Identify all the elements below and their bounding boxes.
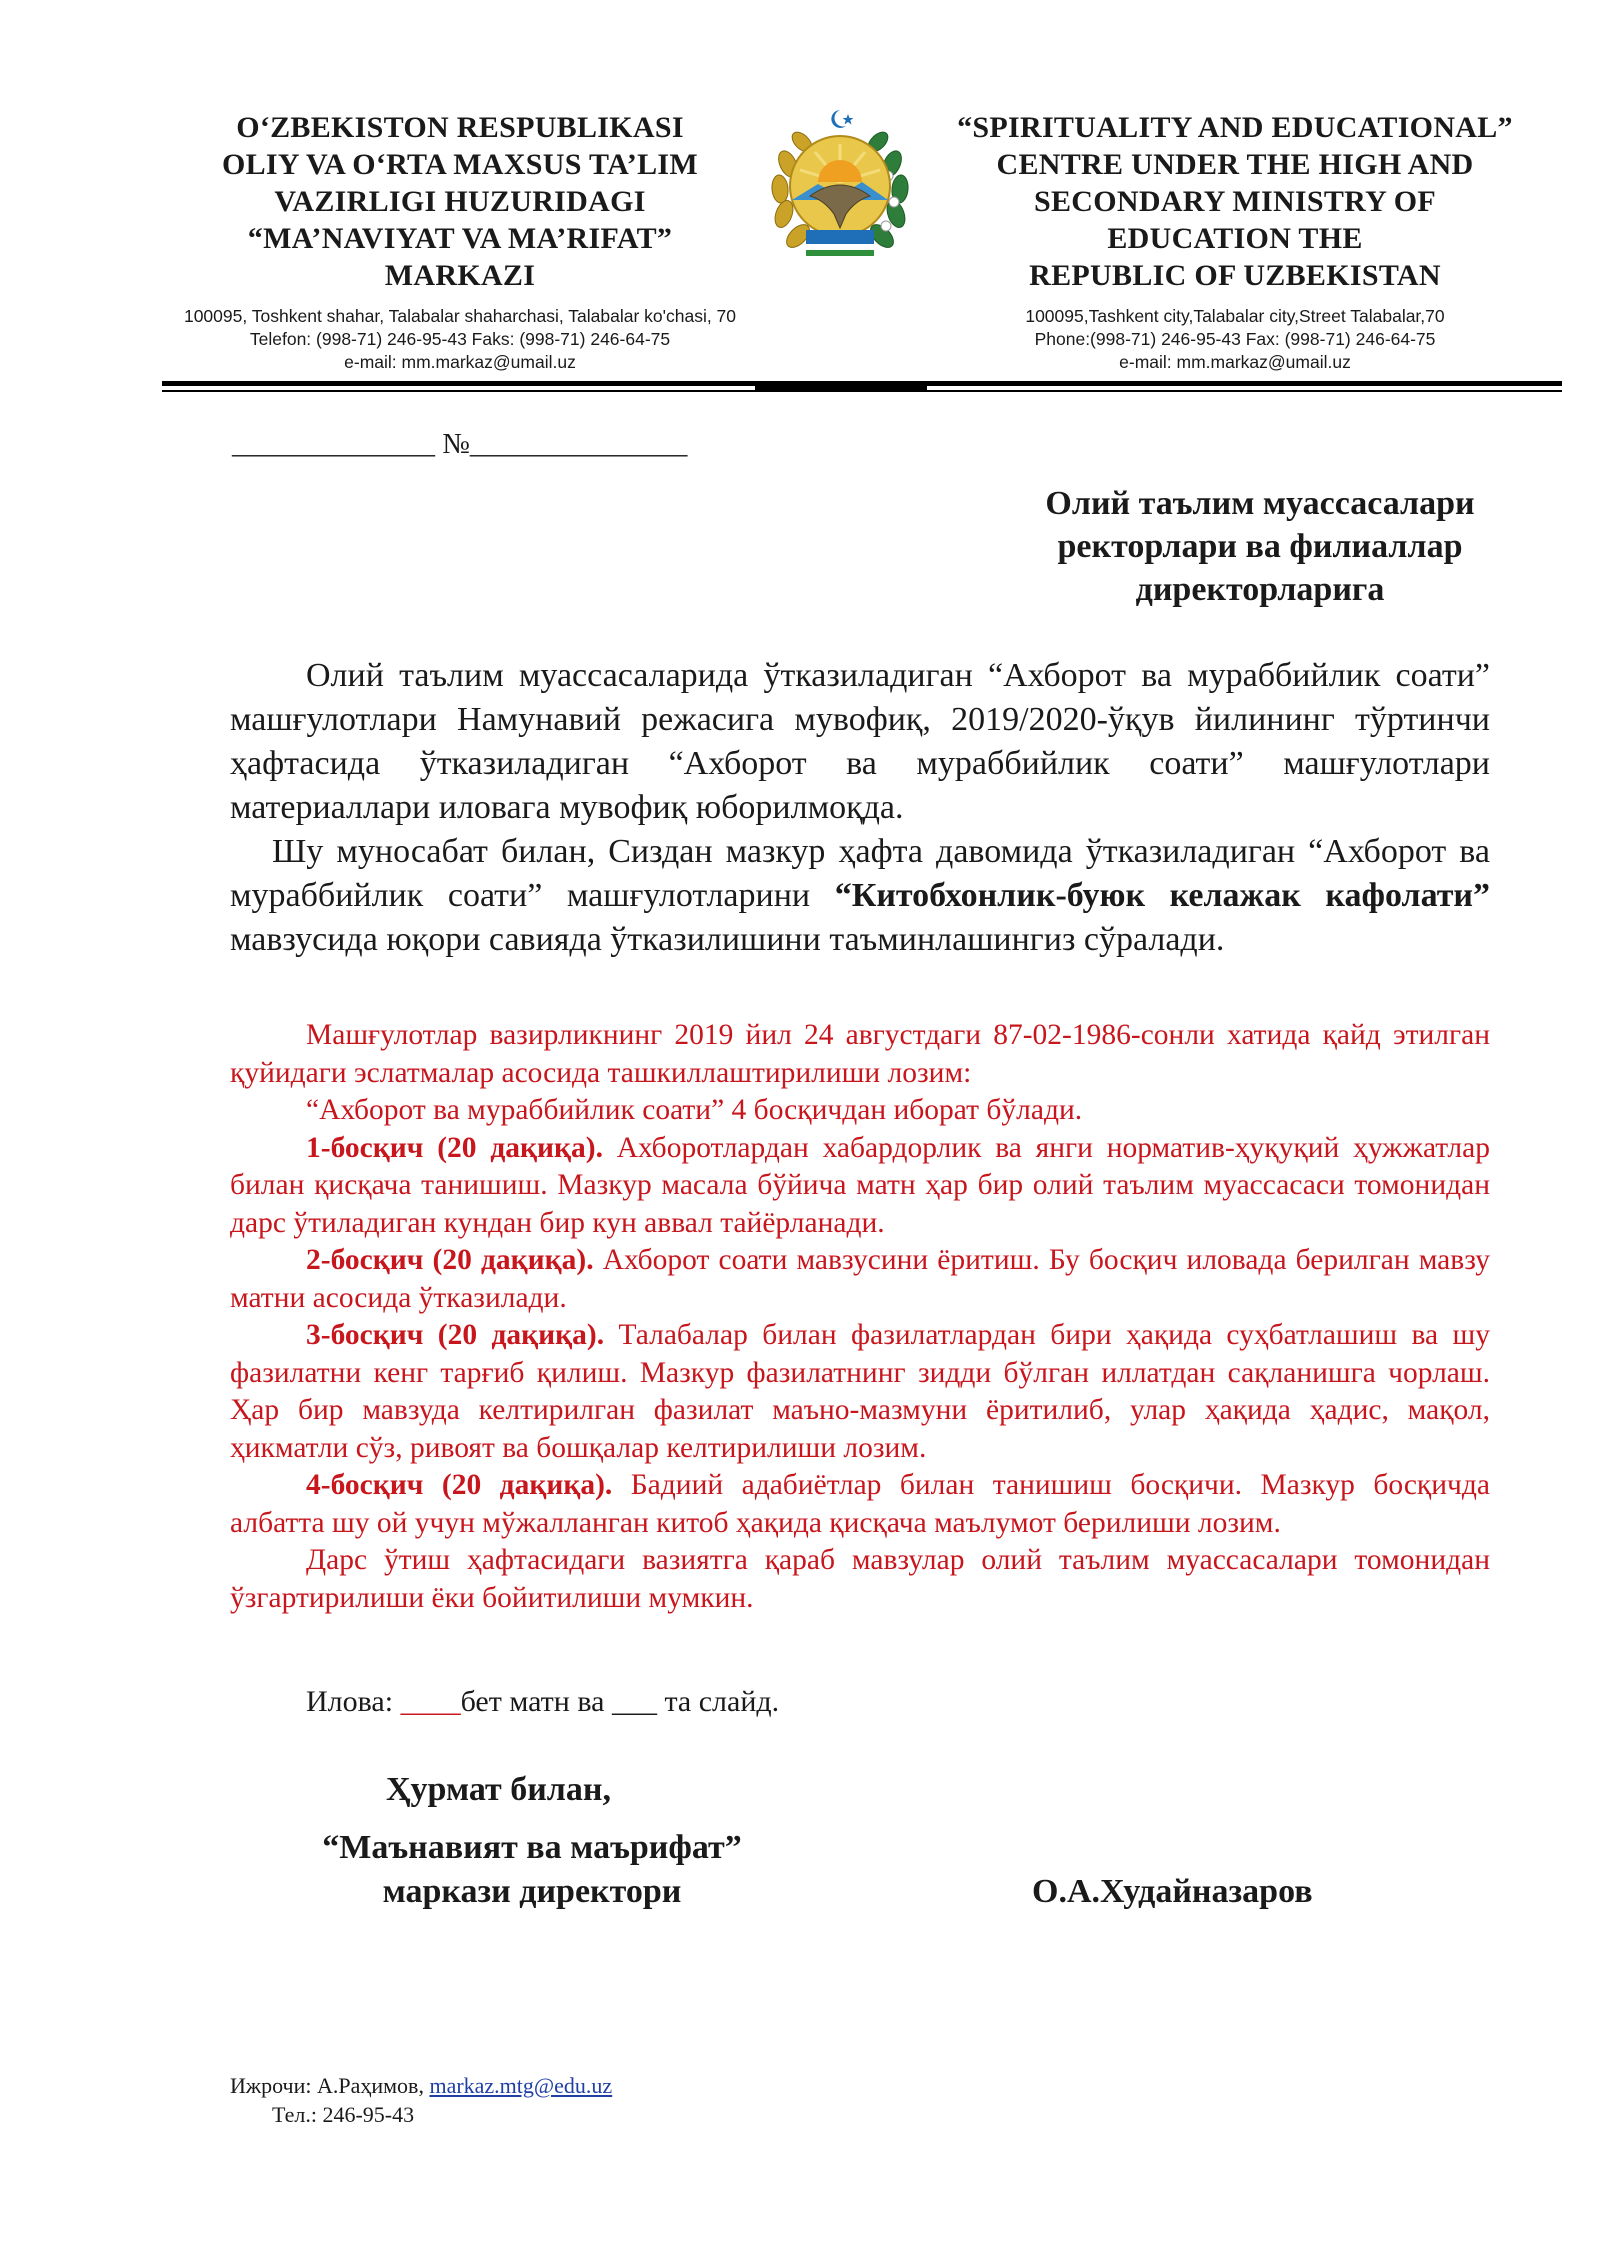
header-left (150, 109, 770, 374)
stage-2 (230, 1242, 1490, 1317)
right-title-line: “SPIRITUALITY AND EDUCATIONAL” (957, 111, 1513, 144)
left-title-line: VAZIRLIGI HUZURIDAGI (274, 185, 646, 218)
right-address: 100095,Tashkent city,Talabalar city,Street Talabalar,70 (1025, 306, 1445, 326)
topic-title: “Китобхонлик-буюк келажак кафолати” (834, 877, 1491, 914)
number-blank: _______________ (469, 428, 688, 460)
stage-4 (230, 1467, 1490, 1542)
executor-email-link[interactable]: markaz.mtg@edu.uz (429, 2073, 613, 2098)
left-phone: Telefon: (998-71) 246-95-43 Faks: (998-71) 246-64-75 (249, 329, 671, 349)
reference-line (232, 426, 687, 462)
right-phone: Phone:(998-71) 246-95-43 Fax: (998-71) 246-64-75 (1034, 329, 1436, 349)
signature-regards: Ҳурмат билан, (386, 1771, 611, 1808)
addressee-line: директорларига (1135, 571, 1385, 608)
right-contacts (925, 305, 1545, 374)
left-email: e-mail: mm.markaz@umail.uz (344, 352, 576, 372)
signature-org: “Маънавият ва маърифат” (322, 1829, 742, 1866)
addressee-line: ректорлари ва филиаллар (1057, 528, 1463, 565)
signature-block (282, 1826, 782, 1914)
executor-phone: Тел.: 246-95-43 (272, 2102, 415, 2127)
stage-1-label: 1-босқич (20 дақиқа). (306, 1131, 603, 1164)
stage-2-text: Ахборот соати мавзусини ёритиш. Бу босқич иловада берилган мавзу матни асосида ўтказилади. (230, 1244, 1490, 1314)
attachment-line (306, 1683, 779, 1721)
addressee-line: Олий таълим муассасалари (1045, 485, 1475, 522)
number-sign: № (442, 428, 470, 460)
p2-text-end: мавзусида юқори савияда ўтказилишини таъминлашингиз сўралади. (230, 921, 1225, 958)
stage-4-label: 4-босқич (20 дақиқа). (306, 1469, 613, 1501)
header-divider-thin (162, 390, 1562, 392)
stage-3 (230, 1317, 1490, 1467)
stage-1 (230, 1130, 1490, 1243)
attachment-label: Илова: (306, 1685, 401, 1718)
executor-line (230, 2071, 612, 2100)
state-emblem-icon (760, 104, 920, 272)
left-title-line: “MA’NAVIYAT VA MA’RIFAT” (247, 222, 673, 255)
right-title-line: CENTRE UNDER THE HIGH AND (996, 148, 1474, 181)
date-blank: ______________ (232, 428, 435, 460)
stages-note: “Ахборот ва мураббийлик соати” 4 босқичдан иборат бўлади. (306, 1094, 1083, 1126)
attachment-blank-pages: ____ (400, 1685, 461, 1718)
body-paragraph-1: Олий таълим муассасаларида ўтказиладиган “Ахборот ва мураббийлик соати” машғулотлари Намунавий режасига мувофиқ, 2019/2020-ўқув йилининг тўртинчи ҳафтасида ўтказиладиган “Ахборот ва мураббийлик соати” машғулотлари материаллари иловага мувофиқ юборилмоқда. (230, 657, 1490, 826)
letter-body (230, 654, 1490, 962)
instructions-closing: Дарс ўтиш ҳафтасидаги вазиятга қараб мавзулар олий таълим муассасалари томонидан ўзгартирилиши ёки бойитилиши мумкин. (230, 1544, 1490, 1614)
stage-1-text: Ахборотлардан хабардорлик ва янги норматив-ҳуқуқий ҳужжатлар билан қисқача танишиш. Мазкур масала бўйича матн ҳар бир олий таълим муассасаси томонидан дарс ўтиладиган кундан бир кун аввал тайёрланади. (230, 1131, 1490, 1239)
attachment-mid: бет матн ва (460, 1685, 612, 1718)
signature-name: О.А.Худайназаров (1032, 1873, 1313, 1910)
attachment-end: та слайд. (656, 1685, 780, 1718)
left-title-line: O‘ZBEKISTON RESPUBLIKASI (236, 111, 684, 144)
body-paragraph-2 (230, 830, 1490, 962)
signature-position: маркази директори (382, 1873, 682, 1910)
stage-3-text: Талабалар билан фазилатлардан бири ҳақида суҳбатлашиш ва шу фазилатни кенг тарғиб қилиш. Мазкур фазилатнинг зидди бўлган иллатдан сақланишга чорлаш. Ҳар бир мавзуда келтирилган фазилат маъно-мазмуни ёритилиб, улар ҳақида ҳадис, мақол, ҳикматли сўз, ривоят ва бошқалар келтирилиши лозим. (230, 1319, 1490, 1464)
instructions (230, 1017, 1490, 1617)
left-title (150, 109, 770, 294)
stage-4-text: Бадиий адабиётлар билан танишиш босқичи. Мазкур босқичда албатта шу ой учун мўжалланган китоб ҳақида қисқача маълумот берилиши лозим. (230, 1469, 1490, 1539)
left-title-line: MARKAZI (384, 259, 536, 292)
left-address: 100095, Toshkent shahar, Talabalar shaharchasi, Talabalar ko'chasi, 70 (183, 306, 737, 326)
instructions-intro: Машғулотлар вазирликнинг 2019 йил 24 августдаги 87-02-1986-сонли хатида қайд этилган қуйидаги эслатмалар асосида ташкиллаштирилиши лозим: (230, 1019, 1490, 1089)
stage-3-label: 3-босқич (20 дақиқа). (306, 1319, 605, 1351)
stage-2-label: 2-босқич (20 дақиқа). (306, 1244, 594, 1276)
right-title (925, 109, 1545, 294)
addressee (960, 482, 1560, 611)
left-contacts (150, 305, 770, 374)
header-right (925, 109, 1545, 374)
right-email: e-mail: mm.markaz@umail.uz (1119, 352, 1351, 372)
p2-text: Шу муносабат билан, Сиздан мазкур ҳафта давомида ўтказиладиган “Ахборот ва мураббийлик соати” машғулотларини (230, 833, 1490, 914)
right-title-line: REPUBLIC OF UZBEKISTAN (1029, 259, 1441, 292)
left-title-line: OLIY VA O‘RTA MAXSUS TA’LIM (221, 148, 698, 181)
right-title-line: SECONDARY MINISTRY OF (1034, 185, 1436, 218)
right-title-line: EDUCATION THE (1107, 222, 1363, 255)
attachment-blank-slides: ___ (611, 1685, 657, 1718)
executor-label: Ижрочи: А.Раҳимов, (230, 2073, 430, 2098)
